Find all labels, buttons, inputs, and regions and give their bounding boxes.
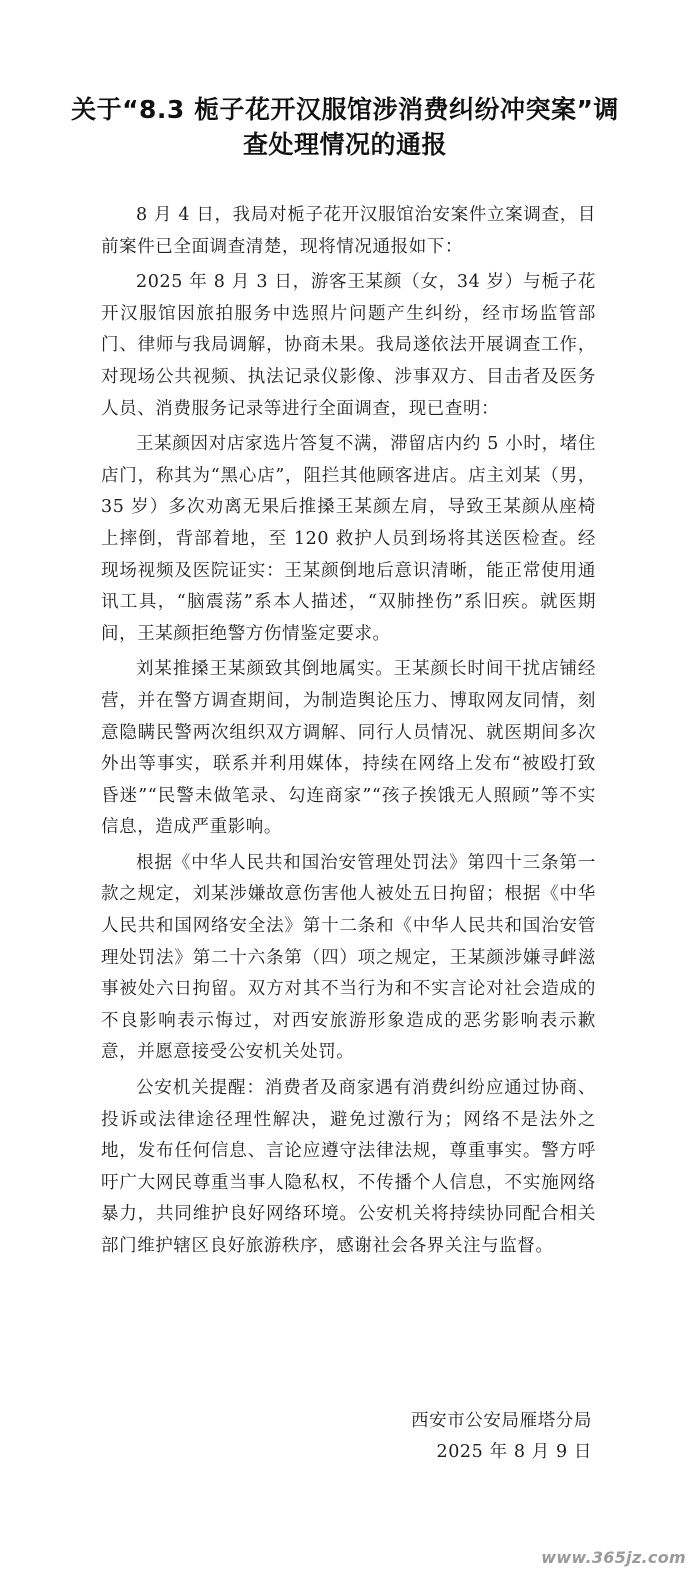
paragraph-intro: 8 月 4 日，我局对栀子花开汉服馆治安案件立案调查，目前案件已全面调查清楚，现将情况通报如下： xyxy=(101,205,596,257)
issue-date: 2025 年 8 月 9 日 xyxy=(436,1442,592,1462)
paragraph-penalties: 根据《中华人民共和国治安管理处罚法》第四十三条第一款之规定，刘某涉嫌故意伤害他人被处五日拘留；根据《中华人民共和国网络安全法》第十二条和《中华人民共和国治安管理处罚法》第二十六条第（四）项之规定，王某颜涉嫌寻衅滋事被处六日拘留。双方对其不当行为和不实言论对社会造成的不良影响表示悔过，对西安旅游形象造成的恶劣影响表示歉意，并愿意接受公安机关处罚。 xyxy=(101,852,596,1063)
paragraph-reminder: 公安机关提醒：消费者及商家遇有消费纠纷应通过协商、投诉或法律途径理性解决，避免过激行为；网络不是法外之地，发布任何信息、言论应遵守法律法规，尊重事实。警方呼吁广大网民尊重当事人隐私权，不传播个人信息，不实施网络暴力，共同维护良好网络环境。公安机关将持续协同配合相关部门维护辖区良好旅游秩序，感谢社会各界关注与监督。 xyxy=(101,1078,596,1256)
issuing-organization: 西安市公安局雁塔分局 xyxy=(411,1411,592,1431)
paragraph-findings: 王某颜因对店家选片答复不满，滞留店内约 5 小时，堵住店门，称其为“黑心店”，阻拦其他顾客进店。店主刘某（男，35 岁）多次劝离无果后推搡王某颜左肩，导致王某颜从座椅上摔倒，背部着地，至 120 救护人员到场将其送医检查。经现场视频及医院证实：王某颜倒地后意识清晰，能正常使用通讯工具，“脑震荡”系本人描述，“双肺挫伤”系旧疾。就医期间，王某颜拒绝警方伤情鉴定要求。 xyxy=(101,434,596,644)
signature-block xyxy=(411,1406,592,1468)
site-watermark: www.365jz.com xyxy=(541,1548,686,1567)
document-body xyxy=(101,200,596,1267)
paragraph-facts: 刘某推搡王某颜致其倒地属实。王某颜长时间干扰店铺经营，并在警方调查期间，为制造舆论压力、博取网友同情，刻意隐瞒民警两次组织双方调解、同行人员情况、就医期间多次外出等事实，联系并利用媒体，持续在网络上发布“被殴打致昏迷”“民警未做笔录、勾连商家”“孩子挨饿无人照顾”等不实信息，造成严重影响。 xyxy=(101,659,596,838)
paragraph-incident: 2025 年 8 月 3 日，游客王某颜（女，34 岁）与栀子花开汉服馆因旅拍服务中选照片问题产生纠纷，经市场监管部门、律师与我局调解，协商未果。我局遂依法开展调查工作，对现场公共视频、执法记录仪影像、涉事双方、目击者及医务人员、消费服务记录等进行全面调查，现已查明： xyxy=(101,272,596,419)
document-title: 关于“8.3 栀子花开汉服馆涉消费纠纷冲突案”调查处理情况的通报 xyxy=(71,95,619,159)
